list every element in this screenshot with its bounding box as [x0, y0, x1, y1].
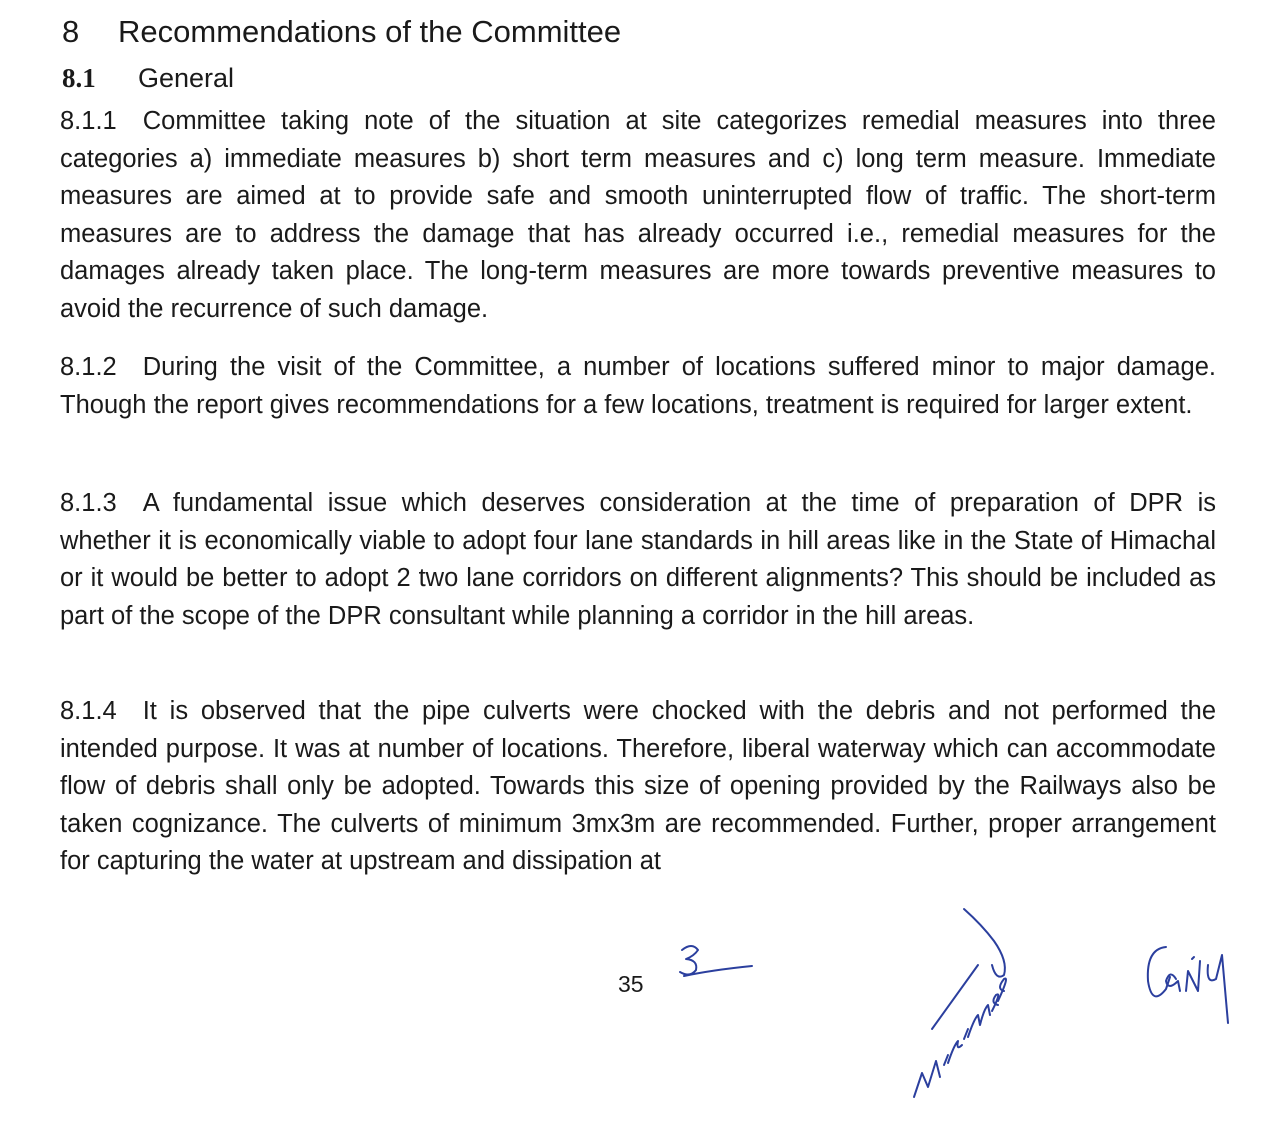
page-number: 35	[618, 971, 644, 997]
paragraph-number: 8.1.2	[60, 353, 117, 381]
initial-signature	[672, 940, 762, 1000]
paragraph-text: It is observed that the pipe culverts were chocked with the debris and not performed the intended purpose. It was at number of locations. Therefore, liberal waterway which can accommodate flow of debris shall only be adopted. Towards this size of opening provided by the Railways also be taken cognizance. The culverts of minimum 3mx3m are recommended. Further, proper arrangement for capturing the water at upstream and dissipation at	[60, 697, 1216, 875]
paragraph-text: During the visit of the Committee, a number of locations suffered minor to major damage. Though the report gives recommendations for a few locations, treatment is required for larger extent.	[60, 353, 1216, 419]
paragraph-8-1-2	[60, 349, 1216, 424]
subsection-number: 8.1	[62, 63, 96, 93]
paragraph-8-1-3	[60, 485, 1216, 635]
diagonal-signature	[892, 905, 1032, 1105]
paragraph-text: Committee taking note of the situation at site categorizes remedial measures into three categories a) immediate measures b) short term measures and c) long term measure. Immediate measures are aimed at to provide safe and smooth uninterrupted flow of traffic. The short-term measures are to address the damage that has already occurred i.e., remedial measures for the damages already taken place. The long-term measures are more towards preventive measures to avoid the recurrence of such damage.	[60, 107, 1216, 323]
paragraph-8-1-1	[60, 103, 1216, 328]
section-number: 8	[62, 14, 80, 49]
right-signature	[1140, 935, 1250, 1030]
paragraph-8-1-4	[60, 693, 1216, 881]
paragraph-number: 8.1.3	[60, 489, 117, 517]
section-title: Recommendations of the Committee	[118, 14, 622, 49]
subsection-title: General	[138, 63, 235, 93]
subsection-heading	[62, 60, 234, 96]
paragraph-number: 8.1.4	[60, 697, 117, 725]
section-heading	[62, 12, 621, 52]
paragraph-number: 8.1.1	[60, 107, 117, 135]
paragraph-text: A fundamental issue which deserves consideration at the time of preparation of DPR is whether it is economically viable to adopt four lane standards in hill areas like in the State of Himachal or it would be better to adopt 2 two lane corridors on different alignments? This should be included as part of the scope of the DPR consultant while planning a corridor in the hill areas.	[60, 489, 1216, 630]
